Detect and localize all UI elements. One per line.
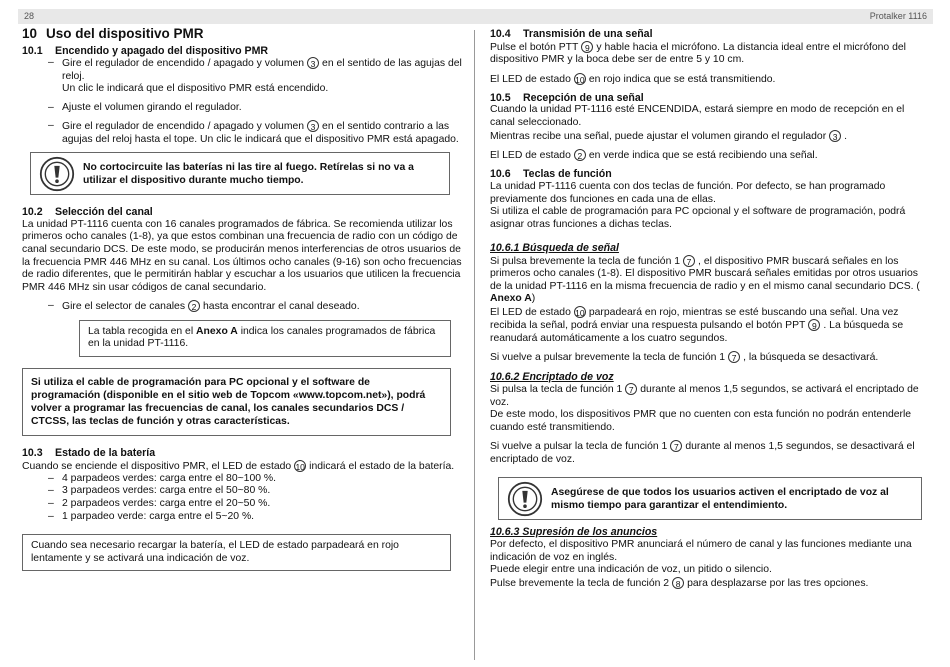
- paragraph: Si vuelve a pulsar la tecla de función 1 7 durante al menos 1,5 segundos, se desactivará el encriptado de voz.: [490, 441, 915, 465]
- heading-10-1: 10.1 Encendido y apagado del dispositivo PMR: [22, 44, 269, 57]
- heading-10-5: 10.5 Recepción de una señal: [490, 91, 644, 104]
- paragraph: Pulse brevemente la tecla de función 2 8 para desplazarse por las tres opciones.: [490, 577, 869, 589]
- callout-number: 10: [575, 74, 585, 85]
- paragraph: Pulse el botón PTT 9 y hable hacia el micrófono. La distancia ideal entre el micrófono del dispositivo PMR y la boca debe ser de entre 5 y 10 cm.: [490, 41, 906, 65]
- list-item: – Ajuste el volumen girando el regulador.: [22, 102, 462, 115]
- left-column: [22, 28, 462, 571]
- heading-10-6: 10.6 Teclas de función: [490, 168, 612, 181]
- paragraph: Si pulsa brevemente la tecla de función 1 7 , el dispositivo PMR buscará señales en los primeros ocho canales (1-8). El dispositivo PMR buscará señales emitidas por otros usuarios de la unidad PT-1116 en la misma frecuencia de radio y en el mismo canal secundario DCS. ( Anexo A): [490, 255, 920, 305]
- heading-10-4: 10.4 Transmisión de una señal: [490, 28, 653, 40]
- paragraph: Mientras recibe una señal, puede ajustar el volumen girando el regulador 3 .: [490, 130, 848, 142]
- callout-number: 7: [625, 383, 637, 395]
- list-item: – 1 parpadeo verde: carga entre el 5~20 %.: [22, 511, 462, 524]
- warning-icon: [39, 156, 75, 192]
- list-item: – Gire el regulador de encendido / apagado y volumen 3 en el sentido de las agujas del reloj.: [22, 57, 462, 83]
- paragraph: Puede elegir entre una indicación de voz, un pitido o silencio.: [490, 564, 772, 576]
- callout-number: 10: [575, 308, 585, 319]
- callout-number: 7: [728, 351, 740, 363]
- callout-number: 7: [683, 255, 695, 267]
- note-box: La tabla recogida en el Anexo A indica los canales programados de fábrica en la unidad PT-1116.: [79, 320, 451, 357]
- list-item: – Gire el selector de canales 2 hasta encontrar el canal deseado.: [22, 300, 462, 313]
- heading-10-6-3: 10.6.3 Supresión de los anuncios: [490, 526, 658, 539]
- paragraph: Si vuelve a pulsar brevemente la tecla de función 1 7 , la búsqueda se desactivará.: [490, 352, 879, 364]
- paragraph: La unidad PT-1116 cuenta con dos teclas de función. Por defecto, se han programado previamente dos funciones en cada una de ellas.: [490, 180, 886, 205]
- callout-number: 10: [295, 461, 305, 472]
- callout-number: 9: [581, 41, 593, 53]
- column-divider: [474, 30, 475, 660]
- heading-10-6-1: 10.6.1 Búsqueda de señal: [490, 242, 619, 255]
- callout-number: 2: [574, 149, 586, 161]
- paragraph: Si utiliza el cable de programación para PC opcional y el software de programación, podrá asignar otras funciones a dichas teclas.: [490, 206, 906, 230]
- paragraph: Si pulsa la tecla de función 1 7 durante al menos 1,5 segundos, se activará el encriptado de voz.: [490, 384, 919, 408]
- list-item: – 4 parpadeos verdes: carga entre el 80~100 %.: [22, 473, 462, 486]
- callout-number: 9: [808, 319, 820, 331]
- warning-icon: [507, 481, 543, 517]
- page-header: [18, 9, 933, 24]
- list-item: – 2 parpadeos verdes: carga entre el 20~50 %.: [22, 498, 462, 511]
- note-box: Si utiliza el cable de programación para PC opcional y el software de programación (disponible en el sitio web de Topcom «www.topcom.net»), podrá volver a programar las frecuencias de canal, los canales secundarios DCS / CTCSS, las teclas de función y otras características.: [22, 368, 451, 436]
- callout-number: 3: [829, 130, 841, 142]
- callout-number: 3: [307, 120, 319, 132]
- callout-number: 8: [672, 577, 684, 589]
- callout-number: 3: [307, 57, 319, 69]
- paragraph: El LED de estado 10 en rojo indica que se está transmitiendo.: [490, 73, 776, 85]
- brand-label: Protalker 1116: [869, 11, 927, 21]
- paragraph: Cuando la unidad PT-1116 esté ENCENDIDA, estará siempre en modo de recepción en el canal seleccionado.: [490, 104, 905, 129]
- warning-text: No cortocircuite las baterías ni las tire al fuego. Retírelas si no va a utilizar el dispositivo durante mucho tiempo.: [83, 161, 414, 186]
- warning-text: Asegúrese de que todos los usuarios activen el encriptado de voz al mismo tiempo para garantizar el entendimiento.: [551, 486, 889, 511]
- paragraph: El LED de estado 2 en verde indica que se está recibiendo una señal.: [490, 149, 818, 161]
- paragraph: Por defecto, el dispositivo PMR anunciará el número de canal y las funciones mediante una indicación de voz en inglés.: [490, 538, 912, 563]
- page-number: 28: [24, 11, 35, 21]
- warning-box: [498, 477, 922, 520]
- paragraph: De este modo, los dispositivos PMR que no cuenten con esta función no podrán entenderle cuando esté transmitiendo.: [490, 409, 912, 433]
- paragraph: El LED de estado 10 parpadeará en rojo, mientras se esté buscando una señal. Una vez recibida la señal, podrá enviar una respuesta pulsando el botón PPT 9 . La búsqueda se reanudará automáticamente a los cuatro segundos.: [490, 306, 904, 344]
- heading-10-6-2: 10.6.2 Encriptado de voz: [490, 370, 614, 383]
- list-item: – Gire el regulador de encendido / apagado y volumen 3 en el sentido contrario a las agujas del reloj hasta el tope. Un clic le indicará que el dispositivo PMR está apagado.: [22, 120, 462, 146]
- heading-10-3: 10.3 Estado de la batería: [22, 446, 156, 459]
- callout-number: 7: [670, 440, 682, 452]
- paragraph: La unidad PT-1116 cuenta con 16 canales programados de fábrica. Se recomienda utilizar los primeros ocho canales (1-8), ya que estos combinan una frecuencia de radio con un código de canal secundario DCS. De este modo, se producirán menos interferencias de otros usuarios de la frecuencia PMR 446 MHz en su canal. Los últimos ocho canales (9-16) son ocho frecuencias de radio diferentes, que le permitirán hablar y escuchar a los usuarios que utilicen la frecuencia PMR 446 MHz sin usar códigos de canal secundario.: [22, 218, 462, 293]
- heading-10-2: 10.2 Selección del canal: [22, 206, 153, 219]
- section-heading: 10 Uso del dispositivo PMR: [22, 26, 204, 41]
- paragraph: Cuando se enciende el dispositivo PMR, el LED de estado 10 indicará el estado de la batería.: [22, 460, 455, 472]
- note-box: Cuando sea necesario recargar la batería, el LED de estado parpadeará en rojo lentamente y se activará una indicación de voz.: [22, 534, 451, 571]
- callout-number: 2: [188, 300, 200, 312]
- warning-box: [30, 152, 450, 195]
- list-item: – 3 parpadeos verdes: carga entre el 50~80 %.: [22, 485, 462, 498]
- right-column: [490, 28, 930, 590]
- list-item-continuation: Un clic le indicará que el dispositivo PMR está encendido.: [62, 83, 329, 95]
